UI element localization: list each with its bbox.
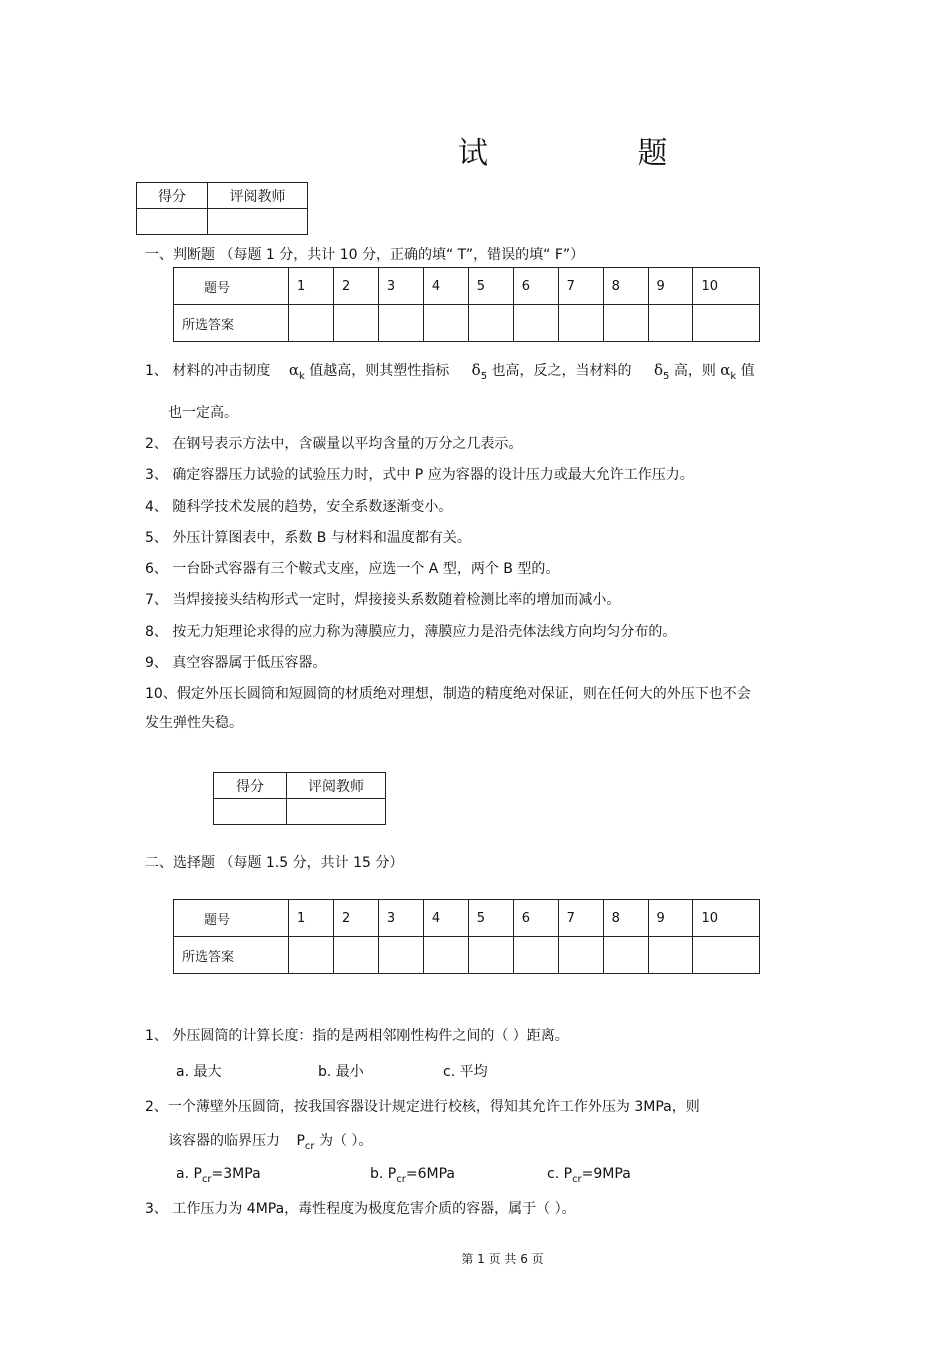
alpha-symbol: α	[288, 361, 299, 379]
k-subscript: k	[298, 371, 305, 382]
num-cell: 9	[648, 268, 693, 305]
answer-cell[interactable]	[289, 305, 334, 342]
p-symbol: P	[296, 1133, 305, 1149]
num-cell: 5	[468, 900, 513, 937]
answer-cell[interactable]	[648, 937, 693, 974]
grader-label: 评阅教师	[287, 773, 386, 799]
score-box-1	[136, 182, 308, 235]
row-answer: 所选答案	[174, 937, 289, 974]
answer-cell[interactable]	[603, 305, 648, 342]
p-symbol: P	[193, 1166, 202, 1182]
q1-part: 值	[740, 363, 755, 379]
section1-heading: 一、判断题 （每题 1 分，共计 10 分，正确的填“ T”，错误的填“ F”）	[145, 247, 585, 263]
s1-question-6: 6、 一台卧式容器有三个鞍式支座，应选一个 A 型，两个 B 型的。	[145, 561, 560, 577]
answer-cell[interactable]	[558, 305, 603, 342]
num-cell: 1	[289, 268, 334, 305]
option-label: b.	[370, 1166, 384, 1182]
answer-table-1	[173, 267, 760, 342]
answer-cell[interactable]	[289, 937, 334, 974]
alpha-symbol: α	[720, 361, 731, 379]
s2-question-1: 1、 外压圆筒的计算长度：指的是两相邻刚性构件之间的（ ）距离。	[145, 1028, 569, 1044]
s2-q2-option-b	[370, 1166, 455, 1185]
answer-cell[interactable]	[693, 305, 760, 342]
answer-cell[interactable]	[513, 305, 558, 342]
s1-question-1-cont: 也一定高。	[168, 405, 238, 421]
option-value: =3MPa	[211, 1166, 261, 1182]
q2-part: 为（ ）。	[318, 1133, 373, 1149]
score-cell[interactable]	[137, 209, 208, 235]
num-cell: 7	[558, 900, 603, 937]
s2-question-2-cont	[168, 1130, 372, 1152]
answer-cell[interactable]	[468, 305, 513, 342]
cr-subscript: cr	[572, 1174, 582, 1185]
page-title: 试 题	[458, 136, 738, 171]
section2-heading: 二、选择题 （每题 1.5 分，共计 15 分）	[145, 855, 404, 871]
score-box-2	[213, 772, 386, 825]
answer-cell[interactable]	[603, 937, 648, 974]
s2-question-3: 3、 工作压力为 4MPa，毒性程度为极度危害介质的容器，属于（ ）。	[145, 1201, 576, 1217]
page-footer: 第 1 页 共 6 页	[461, 1252, 544, 1266]
s1-question-1	[145, 360, 755, 382]
s2-q2-option-c	[547, 1166, 631, 1185]
s1-question-7: 7、 当焊接接头结构形式一定时，焊接接头系数随着检测比率的增加而减小。	[145, 592, 621, 608]
answer-cell[interactable]	[378, 937, 423, 974]
num-cell: 2	[333, 900, 378, 937]
q1-part: 高，则	[673, 363, 716, 379]
num-cell: 6	[513, 900, 558, 937]
answer-cell[interactable]	[423, 937, 468, 974]
num-cell: 8	[603, 900, 648, 937]
option-label: a.	[176, 1166, 190, 1182]
q1-part: 1、 材料的冲击韧度	[145, 363, 271, 379]
answer-cell[interactable]	[378, 305, 423, 342]
s1-question-4: 4、 随科学技术发展的趋势，安全系数逐渐变小。	[145, 499, 453, 515]
delta-symbol: δ	[471, 361, 481, 379]
row-header: 题号	[174, 900, 289, 937]
num-cell: 6	[513, 268, 558, 305]
answer-cell[interactable]	[468, 937, 513, 974]
cr-subscript: cr	[304, 1141, 315, 1152]
s1-question-8: 8、 按无力矩理论求得的应力称为薄膜应力，薄膜应力是沿壳体法线方向均匀分布的。	[145, 624, 677, 640]
option-value: =6MPa	[405, 1166, 455, 1182]
num-cell: 4	[423, 900, 468, 937]
s1-question-9: 9、 真空容器属于低压容器。	[145, 655, 327, 671]
row-answer: 所选答案	[174, 305, 289, 342]
s2-q1-option-a: a. 最大	[176, 1064, 222, 1080]
answer-cell[interactable]	[513, 937, 558, 974]
answer-cell[interactable]	[423, 305, 468, 342]
grader-cell[interactable]	[208, 209, 308, 235]
q1-part: 值越高，则其塑性指标	[309, 363, 450, 379]
answer-cell[interactable]	[333, 937, 378, 974]
q1-part: 也高，反之，当材料的	[491, 363, 632, 379]
five-subscript: 5	[480, 371, 488, 382]
num-cell: 1	[289, 900, 334, 937]
s1-question-10-cont: 发生弹性失稳。	[145, 715, 243, 731]
score-label: 得分	[137, 183, 208, 209]
s2-q1-option-c: c. 平均	[443, 1064, 488, 1080]
s1-question-2: 2、 在钢号表示方法中，含碳量以平均含量的万分之几表示。	[145, 436, 523, 452]
option-value: =9MPa	[581, 1166, 631, 1182]
delta-symbol: δ	[653, 361, 663, 379]
answer-cell[interactable]	[558, 937, 603, 974]
s2-q1-option-b: b. 最小	[318, 1064, 364, 1080]
s2-q2-option-a	[176, 1166, 261, 1185]
answer-cell[interactable]	[693, 937, 760, 974]
score-label: 得分	[214, 773, 287, 799]
p-symbol: P	[563, 1166, 573, 1182]
answer-cell[interactable]	[333, 305, 378, 342]
num-cell: 8	[603, 268, 648, 305]
grader-cell[interactable]	[287, 799, 386, 825]
num-cell: 10	[693, 900, 760, 937]
answer-table-2	[173, 899, 760, 974]
num-cell: 10	[693, 268, 760, 305]
option-label: c.	[547, 1166, 560, 1182]
grader-label: 评阅教师	[208, 183, 308, 209]
q2-part: 该容器的临界压力	[168, 1133, 280, 1149]
s2-question-2: 2、一个薄壁外压圆筒，按我国容器设计规定进行校核，得知其允许工作外压为 3MPa，则	[145, 1099, 700, 1115]
s1-question-10: 10、假定外压长圆筒和短圆筒的材质绝对理想，制造的精度绝对保证，则在任何大的外压下也不会	[145, 686, 751, 702]
s1-question-5: 5、 外压计算图表中，系数 B 与材料和温度都有关。	[145, 530, 471, 546]
five-subscript: 5	[663, 371, 670, 382]
cr-subscript: cr	[201, 1174, 212, 1185]
answer-cell[interactable]	[648, 305, 693, 342]
num-cell: 5	[468, 268, 513, 305]
s1-question-3: 3、 确定容器压力试验的试验压力时，式中 P 应为容器的设计压力或最大允许工作压力。	[145, 467, 694, 483]
num-cell: 2	[333, 268, 378, 305]
num-cell: 7	[558, 268, 603, 305]
num-cell: 3	[378, 900, 423, 937]
row-header: 题号	[174, 268, 289, 305]
num-cell: 4	[423, 268, 468, 305]
num-cell: 9	[648, 900, 693, 937]
score-cell[interactable]	[214, 799, 287, 825]
p-symbol: P	[387, 1166, 397, 1182]
num-cell: 3	[378, 268, 423, 305]
k-subscript: k	[730, 371, 737, 382]
cr-subscript: cr	[396, 1174, 406, 1185]
